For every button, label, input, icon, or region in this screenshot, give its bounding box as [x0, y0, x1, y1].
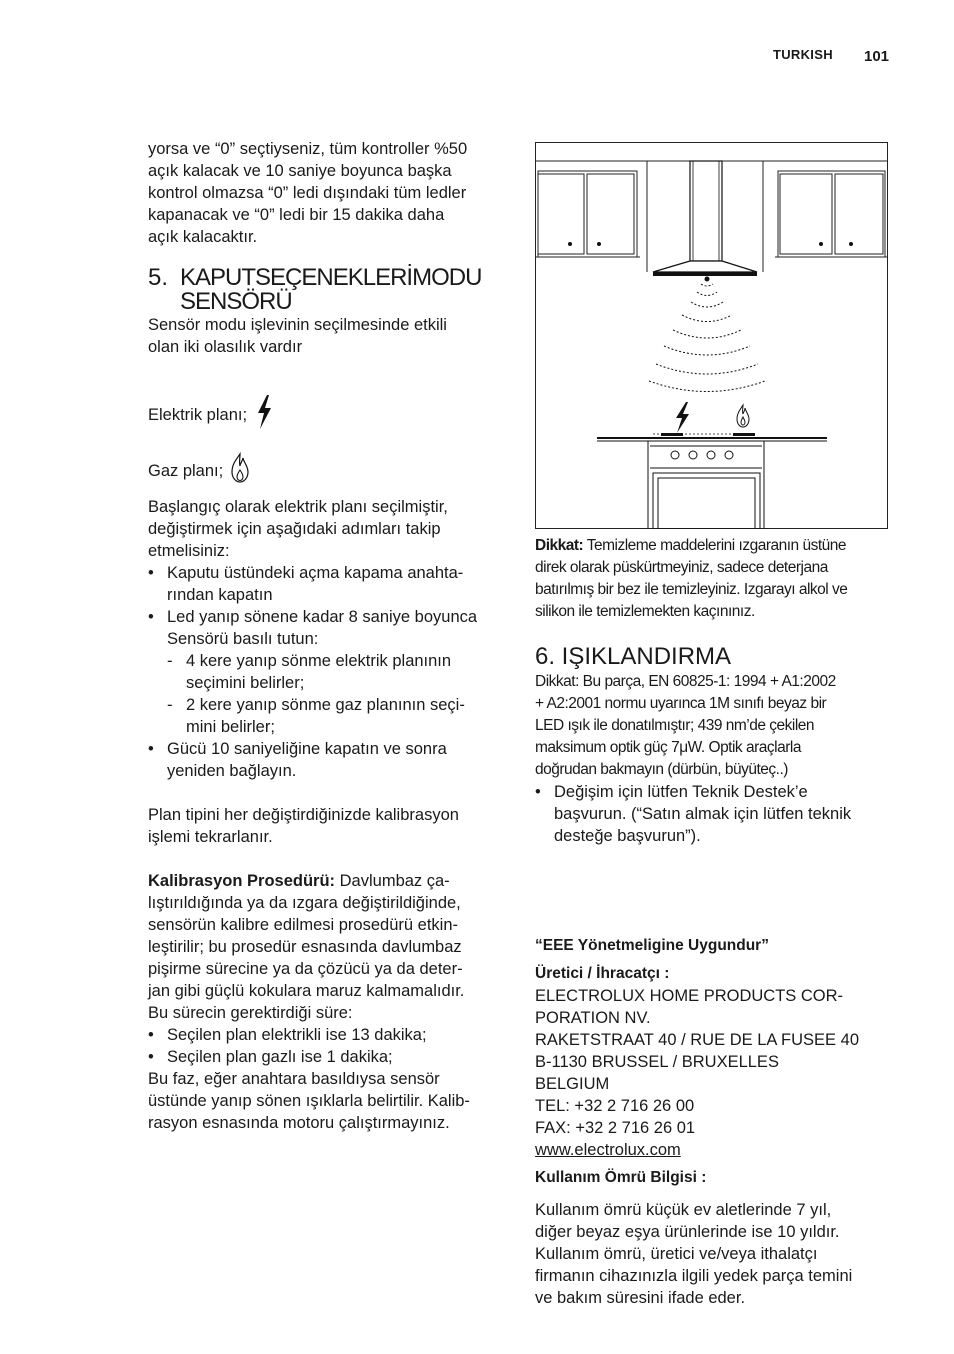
text-line: ve bakım süresini ifade eder. — [535, 1289, 746, 1307]
text-line: değiştirmek için aşağıdaki adımları takip — [148, 520, 441, 538]
section5-intro — [148, 314, 508, 358]
text-line — [148, 870, 508, 892]
text-line: üstünde yanıp sönen ışıklarla belirtilir. Kalib- — [148, 1092, 470, 1110]
text-line: batırılmış bir bez ile temizleyiniz. Izgarayı alkol ve — [535, 581, 848, 598]
text-line: Bu sürecin gerektirdiği süre: — [148, 1004, 353, 1022]
text-line: Başlangıç olarak elektrik planı seçilmiştir, — [148, 498, 448, 516]
text-line: sensörün kalibre edilmesi prosedürü etkin- — [148, 916, 458, 934]
sub-steps-list — [148, 650, 508, 738]
text-line: açık kalacaktır. — [148, 228, 258, 246]
page-number: 101 — [864, 48, 890, 65]
caution-label: Dikkat: — [535, 537, 584, 554]
text-line: Dikkat: Bu parça, EN 60825-1: 1994 + A1:2002 — [535, 673, 836, 690]
text-line: pişirme sürecine ya da çözücü ya da deter- — [148, 960, 463, 978]
text-line: leştirilir; bu prosedür esnasında davlumbaz — [148, 938, 462, 956]
lightning-icon — [254, 394, 274, 430]
text-line: rasyon esnasında motoru çalıştırmayınız. — [148, 1114, 450, 1132]
text-line: jan gibi güçlü kokulara maruz kalmamalıdır. — [148, 982, 465, 1000]
eee-title: “EEE Yönetmeligine Uygundur” — [535, 937, 769, 954]
calibration-paragraph — [148, 870, 508, 1024]
text-line: seçimini belirler; — [186, 674, 305, 692]
text-line: başvurun. (“Satın almak için lütfen teknik — [554, 805, 852, 823]
list-item — [535, 781, 895, 847]
text-line: yeniden bağlayın. — [167, 762, 297, 780]
list-item — [148, 738, 508, 782]
text-line: + A2:2001 normu uyarınca 1M sınıfı beyaz bir — [535, 695, 827, 712]
start-paragraph — [148, 496, 508, 562]
address-block — [535, 985, 895, 1161]
website-link[interactable]: www.electrolux.com — [535, 1141, 681, 1159]
caution-paragraph — [535, 535, 895, 623]
text-line: kapanacak ve “0” ledi bir 15 dakika daha — [148, 206, 445, 224]
section5-title-line2: SENSÖRÜ — [180, 288, 292, 315]
calibration-first-rest: Davlumbaz ça- — [339, 872, 450, 890]
text-line: işlemi tekrarlanır. — [148, 828, 273, 846]
text-line: olan iki olasılık vardır — [148, 338, 303, 356]
text-line: direk olarak püskürtmeyiniz, sadece deterjana — [535, 559, 828, 576]
text-line: mini belirler; — [186, 718, 275, 736]
calibration-label: Kalibrasyon Prosedürü: — [148, 872, 336, 890]
text-line: PORATION NV. — [535, 1009, 651, 1027]
text-line: Kullanım ömrü, üretici ve/veya ithalatçı — [535, 1245, 818, 1263]
electric-plan-label: Elektrik planı; — [148, 406, 248, 424]
text-line: Kullanım ömrü küçük ev aletlerinde 7 yıl, — [535, 1201, 832, 1219]
text-line — [535, 535, 895, 557]
text-line: Plan tipini her değiştirdiğinizde kalibrasyon — [148, 806, 459, 824]
text-line: - 4 kere yanıp sönme elektrik planının — [186, 652, 452, 670]
list-item — [148, 606, 508, 650]
steps-list-continued — [148, 738, 508, 782]
text-line: diğer beyaz eşya ürünlerinde ise 10 yıldır. — [535, 1223, 840, 1241]
section5-heading — [148, 266, 508, 314]
kitchen-hood-illustration — [535, 142, 888, 529]
text-line: Sensörü basılı tutun: — [167, 630, 319, 648]
text-line: lıştırıldığında ya da ızgara değiştirildiğinde, — [148, 894, 461, 912]
text-line: rından kapatın — [167, 586, 273, 604]
intro-paragraph — [148, 138, 508, 248]
section5-title-line1: KAPUTSEÇENEKLERİMODU — [180, 264, 482, 291]
text-line: doğrudan bakmayın (dürbün, büyüteç..) — [535, 761, 788, 778]
gas-plan-row — [148, 452, 508, 480]
list-item: • Seçilen plan elektrikli ise 13 dakika; — [148, 1024, 508, 1046]
list-item: • Seçilen plan gazlı ise 1 dakika; — [148, 1046, 508, 1068]
text-line: • Led yanıp sönene kadar 8 saniye boyunca — [167, 608, 478, 626]
header-language: TURKISH — [773, 47, 833, 62]
text-line: silikon ile temizlemekten kaçınınız. — [535, 603, 755, 620]
text-line: • Değişim için lütfen Teknik Destek’e — [554, 783, 808, 801]
text-line: BELGIUM — [535, 1075, 610, 1093]
closing-paragraph — [148, 1068, 508, 1134]
text-line: FAX: +32 2 716 26 01 — [535, 1119, 696, 1137]
text-line: TEL: +32 2 716 26 00 — [535, 1097, 695, 1115]
list-item — [148, 562, 508, 606]
text-line: - 2 kere yanıp sönme gaz planının seçi- — [186, 696, 465, 714]
duration-list — [148, 1024, 508, 1068]
lighting-list — [535, 781, 895, 847]
text-line: kontrol olmazsa “0” ledi dışındaki tüm ledler — [148, 184, 467, 202]
text-line: Bu faz, eğer anahtara basıldıysa sensör — [148, 1070, 440, 1088]
text-line: • Gücü 10 saniyeliğine kapatın ve sonra — [167, 740, 447, 758]
list-item — [148, 650, 508, 694]
text-line: B-1130 BRUSSEL / BRUXELLES — [535, 1053, 779, 1071]
gas-plan-label: Gaz planı; — [148, 462, 224, 480]
text-line: açık kalacak ve 10 saniye boyunca başka — [148, 162, 452, 180]
lifetime-paragraph — [535, 1199, 895, 1309]
text-line: maksimum optik güç 7μW. Optik araçlarla — [535, 739, 801, 756]
text-line: firmanın cihazınızla ilgili yedek parça temini — [535, 1267, 853, 1285]
text-line: RAKETSTRAAT 40 / RUE DE LA FUSEE 40 — [535, 1031, 859, 1049]
text-line: Sensör modu işlevinin seçilmesinde etkili — [148, 316, 447, 334]
flame-icon — [230, 452, 250, 484]
text-line: desteğe başvurun”). — [554, 827, 701, 845]
text-line: ELECTROLUX HOME PRODUCTS COR- — [535, 987, 844, 1005]
plan-change-paragraph — [148, 804, 508, 848]
electric-plan-row — [148, 394, 508, 422]
caution-first-rest: Temizleme maddelerini ızgaranın üstüne — [586, 537, 846, 554]
list-item — [148, 694, 508, 738]
steps-list — [148, 562, 508, 650]
section5-number: 5. — [148, 264, 169, 291]
text-line: • Kaputu üstündeki açma kapama anahta- — [167, 564, 464, 582]
left-column — [148, 138, 508, 1134]
text-line: yorsa ve “0” seçtiyseniz, tüm kontroller %50 — [148, 140, 468, 158]
lifetime-title: Kullanım Ömrü Bilgisi : — [535, 1169, 707, 1186]
text-line: etmelisiniz: — [148, 542, 230, 560]
producer-label: Üretici / İhracatçı : — [535, 965, 670, 982]
right-column — [535, 535, 895, 1309]
lighting-paragraph — [535, 671, 895, 781]
text-line: LED ışık ile donatılmıştır; 439 nm’de çekilen — [535, 717, 815, 734]
section6-heading: 6. IŞIKLANDIRMA — [535, 643, 732, 670]
